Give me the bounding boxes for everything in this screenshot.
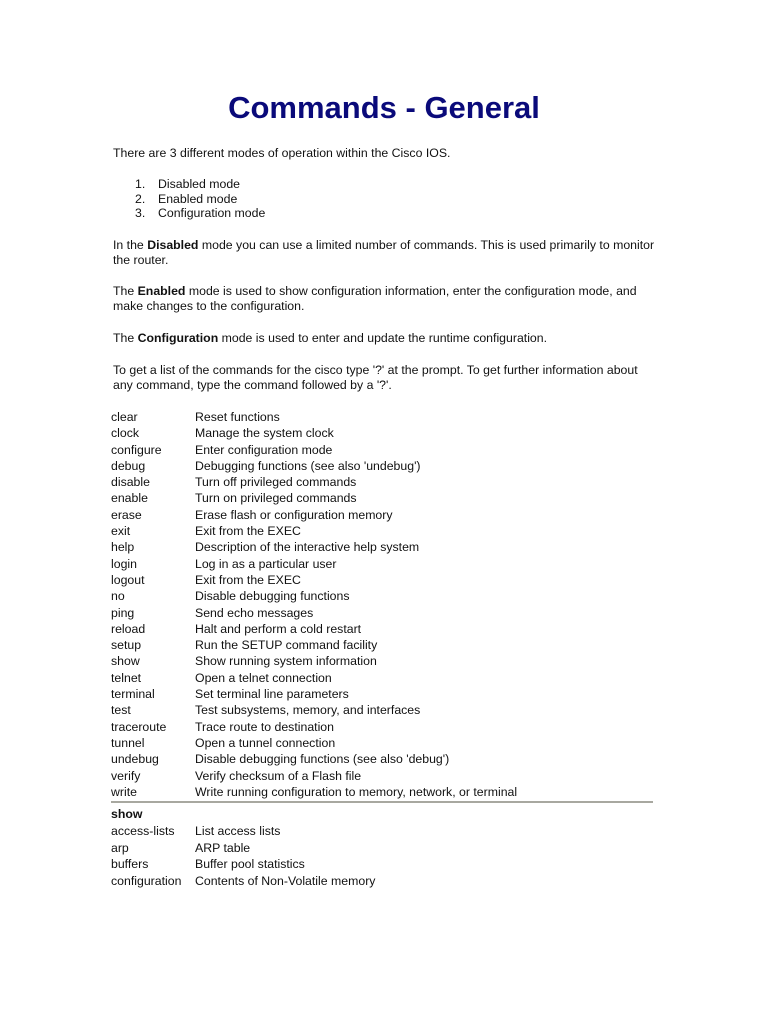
table-row [111,573,517,589]
command-description: Show running system information [195,654,377,669]
table-row [111,720,517,736]
table-row [111,557,517,573]
table-row [111,622,517,638]
table-row [111,410,517,426]
commands-table [111,410,517,801]
table-row [111,785,517,801]
command-name: erase [111,507,142,522]
command-name: exit [111,524,131,539]
command-description: Run the SETUP command facility [195,638,378,653]
command-name: reload [111,621,146,636]
page-title: Commands - General [228,90,540,125]
command-description: Disable debugging functions (see also 'debug') [195,752,450,767]
table-row [111,589,517,605]
command-description: Verify checksum of a Flash file [195,768,362,783]
command-name: enable [111,491,148,506]
table-row [111,687,517,703]
table-row [111,638,517,654]
command-name: clock [111,426,140,441]
command-description: Turn on privileged commands [195,491,357,506]
command-description: List access lists [195,824,281,838]
table-row [111,508,517,524]
command-description: Write running configuration to memory, network, or terminal [195,784,518,799]
table-row [111,491,517,507]
command-name: telnet [111,670,142,685]
command-name: debug [111,458,146,473]
command-description: Description of the interactive help system [195,540,420,555]
command-name: verify [111,768,141,783]
command-description: Trace route to destination [195,719,334,734]
command-name: tunnel [111,735,145,750]
table-row [111,736,517,752]
configuration-mode-paragraph: The Configuration mode is used to enter and update the runtime configuration. [113,331,548,345]
command-name: help [111,540,135,555]
table-row [111,654,517,670]
command-description: Turn off privileged commands [195,475,357,490]
command-name: undebug [111,752,159,767]
list-item: 2. Enabled mode [135,191,238,206]
command-name: test [111,703,131,718]
command-description: Exit from the EXEC [195,572,301,587]
command-description: Disable debugging functions [195,589,350,604]
command-name: clear [111,410,138,424]
table-row [111,606,517,622]
command-description: Halt and perform a cold restart [195,621,362,636]
command-description: ARP table [195,840,251,855]
command-description: Erase flash or configuration memory [195,507,393,522]
show-commands-table [111,824,375,890]
modes-list [113,177,265,221]
list-item: 1. Disabled mode [135,177,241,191]
command-description: Open a telnet connection [195,670,332,685]
table-row [111,752,517,768]
command-description: Enter configuration mode [195,442,333,457]
intro-paragraph: There are 3 different modes of operation within the Cisco IOS. [113,146,451,160]
command-name: arp [111,840,129,855]
command-name: configuration [111,873,182,888]
table-row [111,841,375,858]
command-name: logout [111,572,145,587]
table-row [111,459,517,475]
command-name: buffers [111,857,149,872]
table-row [111,671,517,687]
table-row [111,824,375,841]
command-name: disable [111,475,150,490]
command-description: Open a tunnel connection [195,735,336,750]
command-description: Manage the system clock [195,426,334,441]
command-name: ping [111,605,135,620]
table-row [111,475,517,491]
table-row [111,426,517,442]
command-name: write [111,784,137,799]
command-description: Test subsystems, memory, and interfaces [195,703,421,718]
table-row [111,524,517,540]
command-name: login [111,556,137,571]
table-row [111,769,517,785]
command-description: Set terminal line parameters [195,687,349,702]
command-description: Exit from the EXEC [195,524,301,539]
command-name: terminal [111,687,155,702]
table-row [111,540,517,556]
command-description: Send echo messages [195,605,314,620]
command-name: access-lists [111,824,175,838]
command-name: no [111,589,125,604]
command-description: Contents of Non-Volatile memory [195,873,376,888]
list-item: 3. Configuration mode [135,206,266,221]
table-row [111,443,517,459]
help-paragraph: To get a list of the commands for the cisco type '?' at the prompt. To get further information about any command, type the command followed by a '?'. [113,363,638,392]
command-name: setup [111,638,142,653]
table-row [111,874,375,891]
show-section-title: show [111,807,143,821]
command-name: traceroute [111,719,167,734]
table-row [111,703,517,719]
command-description: Buffer pool statistics [195,857,305,872]
command-name: show [111,654,140,669]
divider [111,801,653,803]
command-description: Log in as a particular user [195,556,337,571]
command-name: configure [111,442,162,457]
command-description: Debugging functions (see also 'undebug') [195,458,421,473]
command-description: Reset functions [195,410,280,424]
table-row [111,857,375,874]
enabled-mode-paragraph: The Enabled mode is used to show configuration information, enter the configuration mode, and make changes to the configuration. [113,284,637,313]
disabled-mode-paragraph: In the Disabled mode you can use a limited number of commands. This is used primarily to monitor the router. [113,238,655,267]
